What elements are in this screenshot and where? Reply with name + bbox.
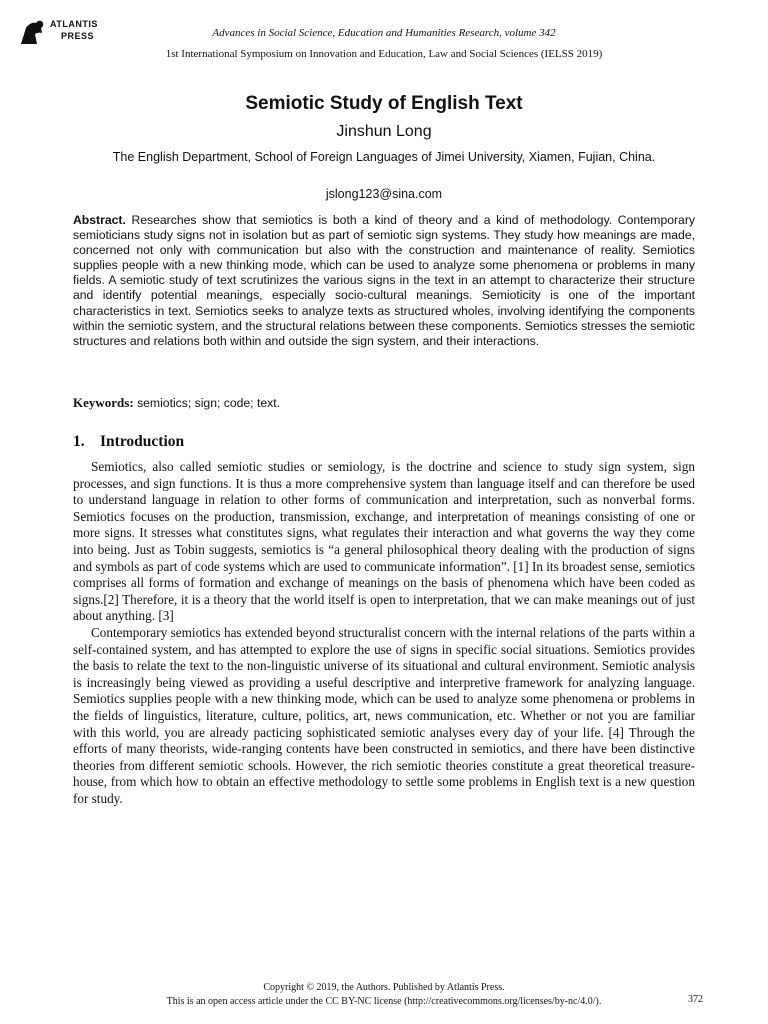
keywords [73, 395, 695, 411]
abstract-text: Researches show that semiotics is both a kind of theory and a kind of methodology. Contemporary semioticians study signs not in isolation but as part of semiotic sign systems. They study how meanings are made, concerned not only with communication but also with the construction and maintenance of reality. Semiotics supplies people with a new thinking mode, which can be used to analyze some phenomena or problems in many fields. A semiotic study of text scrutinizes the various signs in the text in an attempt to characterize their structure and identify potential meanings, especially socio-cultural meanings. Semioticity is one of the important characteristics in text. Semiotics seeks to analyze texts as structured wholes, involving identifying the components within the semiotic system, and the structural relations between these components. Semiotics stresses the semiotic structures and relations both within and outside the sign system, and their interactions. [73, 213, 695, 348]
body-paragraph: Contemporary semiotics has extended beyond structuralist concern with the internal relations of the parts within a self-contained system, and has attempted to explore the use of signs in specific social situations. Semiotics provides the basis to relate the text to the non-linguistic universe of its situational and cultural environment. Semiotic analysis is increasingly being viewed as providing a useful descriptive and interpretive framework for analyzing language. Semiotics supplies people with a new thinking mode, which can be used to analyze some phenomena or problems in the fields of linguistics, literature, culture, politics, art, news communication, etc. Whether or not you are familiar with this world, you are already pacticing sophisticated semiotic analyses every day of your life. [4] Through the efforts of many theorists, wide-ranging contents have been constructed in semiotics, and there have been distinctive theories from different semiotic schools. However, the rich semiotic theories constitute a great theoretical treasure-house, from which how to obtain an effective methodology to settle some problems in English text is a new question for study. [73, 624, 695, 806]
abstract [73, 213, 695, 349]
keywords-label: Keywords: [73, 395, 134, 410]
paper-title: Semiotic Study of English Text [245, 93, 523, 114]
section-body [73, 459, 695, 807]
section-number: 1. [73, 433, 85, 450]
author-email: jslong123@sina.com [325, 187, 443, 201]
logo-text-press: PRESS [61, 31, 95, 41]
author-name: Jinshun Long [336, 123, 432, 140]
author-affiliation: The English Department, School of Foreign Languages of Jimei University, Xiamen, Fujian, China. [112, 150, 656, 164]
section-heading [73, 433, 184, 451]
logo-text-atlantis: ATLANTIS [50, 19, 98, 29]
body-paragraph: Semiotics, also called semiotic studies or semiology, is the doctrine and science to study sign system, sign processes, and sign functions. It is thus a more comprehensive system than language itself and can therefore be used to understand language in relation to other forms of communication and interpretation, such as nonverbal forms. Semiotics focuses on the production, transmission, exchange, and interpretation of meanings consisting of one or more signs. It stresses what constitutes signs, what regulates their interaction and what governs the way they come into being. Just as Tobin suggests, semiotics is “a general philosophical theory dealing with the production of signs and symbols as part of code systems which are used to communicate information”. [1] In its broadest sense, semiotics comprises all forms of formation and exchange of meanings on the basis of phenomena which have been coded as signs.[2] Therefore, it is a theory that the world itself is open to interpretation, that we can make meanings out of just about anything. [3] [73, 459, 695, 624]
license-notice: This is an open access article under the CC BY-NC license (http://creativecommons.org/licenses/by-nc/4.0/). [166, 996, 602, 1007]
journal-header: Advances in Social Science, Education and Humanities Research, volume 342 [212, 27, 556, 39]
page-number: 372 [688, 994, 703, 1005]
copyright-notice: Copyright © 2019, the Authors. Published by Atlantis Press. [263, 982, 505, 993]
section-title: Introduction [100, 433, 185, 450]
keywords-text: semiotics; sign; code; text. [137, 396, 280, 410]
conference-header: 1st International Symposium on Innovation and Education, Law and Social Sciences (IELSS 2019) [165, 48, 603, 60]
abstract-label: Abstract. [73, 213, 126, 227]
